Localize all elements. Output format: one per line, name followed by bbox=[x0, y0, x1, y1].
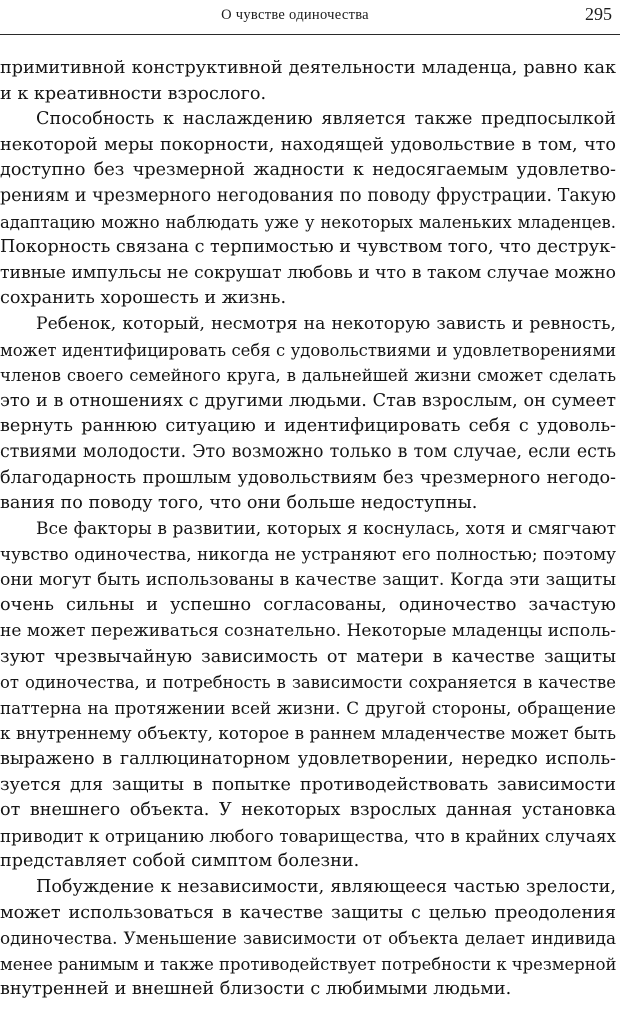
text-line: может идентифицировать себя с удовольствиями и удовлетворениями bbox=[0, 340, 616, 360]
text-line: тивные импульсы не сокрушат любовь и что в таком случае можно bbox=[0, 262, 616, 283]
paragraph-2 bbox=[0, 107, 616, 312]
page-number: 295 bbox=[585, 4, 612, 24]
text-line: благодарность прошлым удовольствиям без чрезмерного негодо- bbox=[0, 467, 616, 488]
text-line: выражено в галлюцинаторном удовлетворении, нередко исполь- bbox=[0, 749, 616, 770]
text-line: паттерна на протяжении всей жизни. С другой стороны, обращение bbox=[0, 697, 616, 718]
header-rule bbox=[0, 34, 620, 35]
text-line: к внутреннему объекту, которое в раннем младенчестве может быть bbox=[0, 723, 616, 744]
text-line: это и в отношениях с другими людьми. Став взрослым, он сумеет bbox=[0, 390, 616, 411]
text-line: Ребенок, который, несмотря на некоторую зависть и ревность, bbox=[36, 313, 616, 334]
text-line: вания по поводу того, что они больше недоступны. bbox=[0, 493, 478, 514]
text-line: зуют чрезвычайную зависимость от матери в качестве защиты bbox=[0, 646, 616, 667]
text-line: Побуждение к независимости, являющееся частью зрелости, bbox=[36, 877, 616, 897]
paragraph-3 bbox=[0, 312, 616, 517]
paragraph-5 bbox=[0, 875, 616, 1003]
text-line: доступно без чрезмерной жадности к недосягаемым удовлетво- bbox=[0, 160, 616, 181]
text-line: ствиями молодости. Это возможно только в том случае, если есть bbox=[0, 441, 616, 462]
text-line: одиночества. Уменьшение зависимости от объекта делает индивида bbox=[0, 928, 616, 949]
text-line: членов своего семейного круга, в дальнейшей жизни сможет сделать bbox=[0, 366, 616, 386]
body-text bbox=[0, 56, 616, 1003]
text-line: и к креативности взрослого. bbox=[0, 83, 267, 104]
running-title: О чувстве одиночества bbox=[221, 7, 369, 23]
text-line: некоторой меры покорности, находящей удовольствие в том, что bbox=[0, 134, 616, 155]
text-line: Покорность связана с терпимостью и чувством того, что деструк- bbox=[0, 237, 617, 258]
text-line: Все факторы в развитии, которых я коснулась, хотя и смягчают bbox=[36, 518, 616, 539]
text-line: вернуть раннюю ситуацию и идентифицировать себя с удоволь- bbox=[0, 416, 616, 437]
text-line: не может переживаться сознательно. Некоторые младенцы исполь- bbox=[0, 621, 616, 642]
text-line: рениям и чрезмерного негодования по поводу фрустрации. Такую bbox=[0, 185, 616, 206]
running-head bbox=[0, 4, 620, 28]
text-line: представляет собой симптом болезни. bbox=[0, 851, 360, 872]
text-line: от одиночества, и потребность в зависимости сохраняется в качестве bbox=[0, 673, 616, 693]
text-line: может использоваться в качестве защиты с целью преодоления bbox=[0, 902, 616, 923]
paragraph-4 bbox=[0, 517, 616, 875]
text-line: чувство одиночества, никогда не устраняют его полностью; поэтому bbox=[0, 544, 616, 565]
text-line: Способность к наслаждению является также предпосылкой bbox=[36, 109, 616, 130]
paragraph-1 bbox=[0, 56, 616, 107]
text-line: от внешнего объекта. У некоторых взрослых данная установка bbox=[0, 800, 616, 821]
text-line: адаптацию можно наблюдать уже у некоторых маленьких младенцев. bbox=[0, 212, 616, 232]
text-line: они могут быть использованы в качестве защит. Когда эти защиты bbox=[0, 569, 616, 590]
text-line: сохранить хорошесть и жизнь. bbox=[0, 288, 287, 309]
text-line: приводит к отрицанию любого товарищества, что в крайних случаях bbox=[0, 825, 616, 846]
text-line: зуется для защиты в попытке противодействовать зависимости bbox=[0, 774, 616, 795]
text-line: внутренней и внешней близости с любимыми людьми. bbox=[0, 979, 512, 1000]
text-line: менее ранимым и также противодействует потребности к чрезмерной bbox=[0, 954, 617, 974]
text-line: очень сильны и успешно согласованы, одиночество зачастую bbox=[0, 595, 616, 616]
text-line: примитивной конструктивной деятельности младенца, равно как bbox=[0, 58, 616, 78]
